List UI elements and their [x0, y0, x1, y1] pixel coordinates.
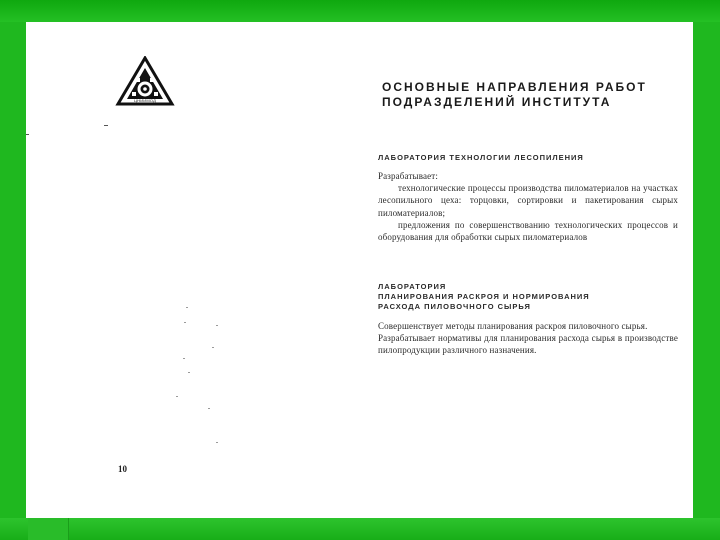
margin-mark	[104, 125, 108, 126]
paragraph: Разрабатывает нормативы для планирования расхода сырья в производстве пилопродукции различного назначения.	[378, 333, 678, 356]
section-heading-line: ЛАБОРАТОРИЯ ТЕХНОЛОГИИ ЛЕСОПИЛЕНИЯ	[378, 153, 584, 162]
paragraph: Совершенствует методы планирования раскроя пиловочного сырья.	[378, 321, 648, 331]
frame-segment	[28, 518, 69, 540]
margin-mark	[26, 134, 29, 135]
section-heading	[378, 153, 584, 163]
paragraph: технологические процессы производства пиломатериалов на участках лесопильного цеха: торцовки, сортировки и пакетирования сырых пиломатериалов;	[378, 183, 678, 218]
section-heading-line: ЛАБОРАТОРИЯ	[378, 282, 447, 291]
section-heading-line: РАСХОДА ПИЛОВОЧНОГО СЫРЬЯ	[378, 302, 531, 311]
slide-frame-bottom	[0, 518, 720, 540]
section-body	[378, 320, 678, 357]
scan-speck	[183, 358, 185, 359]
page-number: 10	[118, 464, 127, 474]
section-heading-line: ПЛАНИРОВАНИЯ РАСКРОЯ И НОРМИРОВАНИЯ	[378, 292, 590, 301]
page-title-line: ПОДРАЗДЕЛЕНИЙ ИНСТИТУТА	[382, 95, 612, 109]
page-title	[382, 80, 647, 110]
scan-speck	[176, 396, 178, 397]
scan-speck	[212, 347, 214, 348]
scan-speck	[216, 442, 218, 443]
paragraph: Разрабатывает:	[378, 171, 439, 181]
paragraph: предложения по совершенствованию технологических процессов и оборудования для обработки сырых пиломатериалов	[378, 219, 678, 243]
section-heading	[378, 282, 590, 312]
page-title-line: ОСНОВНЫЕ НАПРАВЛЕНИЯ РАБОТ	[382, 80, 647, 94]
slide-frame-top	[0, 0, 720, 22]
scan-speck	[184, 322, 186, 323]
logo-caption: ЦНИИМОД	[133, 98, 157, 103]
scanned-page	[26, 22, 693, 518]
scan-speck	[208, 408, 210, 409]
scan-speck	[186, 307, 188, 308]
scan-speck	[188, 372, 190, 373]
section-body	[378, 170, 678, 243]
scan-speck	[216, 325, 218, 326]
institute-emblem-icon	[114, 56, 176, 122]
